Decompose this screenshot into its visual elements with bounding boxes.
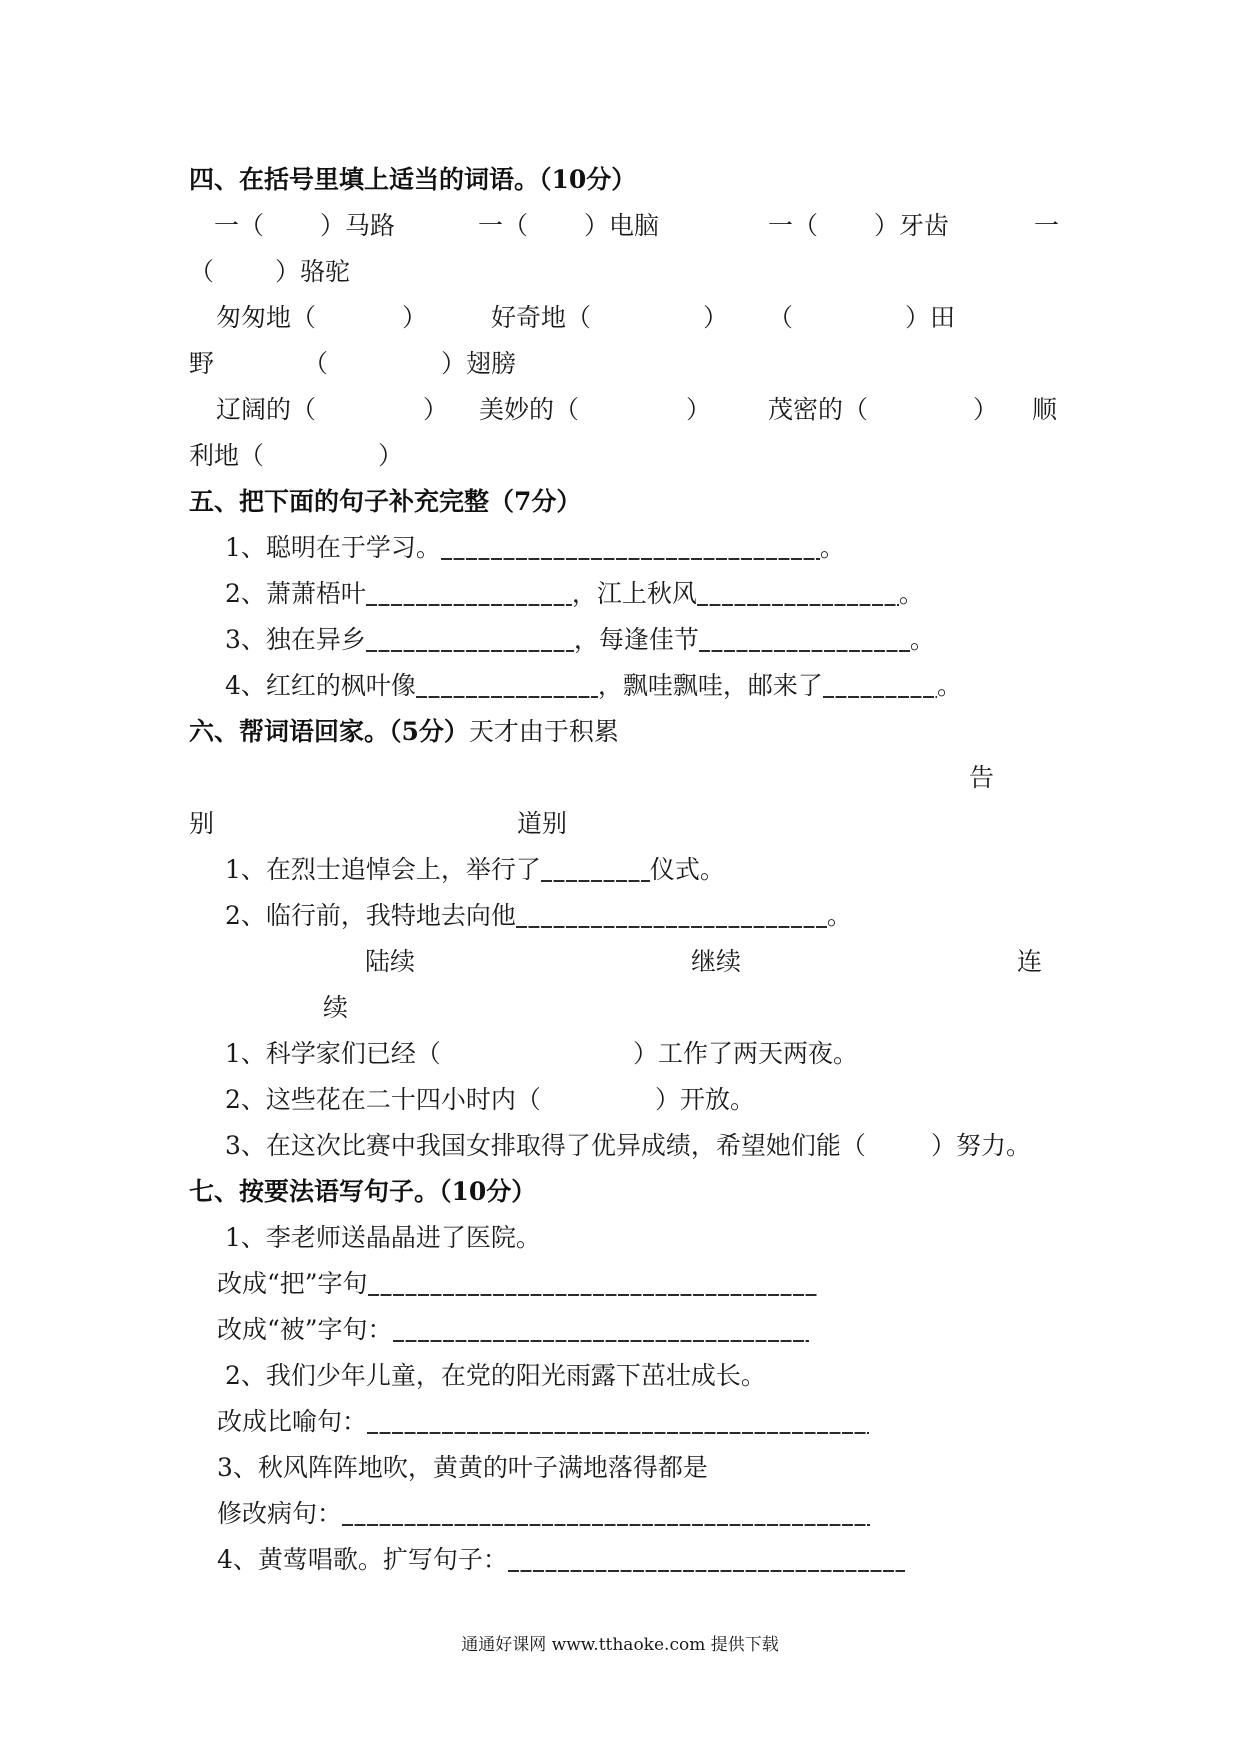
word-choice: 道别 bbox=[517, 809, 568, 838]
word-choice: 别 bbox=[189, 809, 215, 838]
word-choice: 继续 bbox=[691, 947, 742, 976]
sentence-item bbox=[225, 901, 852, 931]
question-text: ）努力。 bbox=[931, 1131, 1032, 1160]
answer-blank bbox=[342, 1524, 870, 1526]
fill-in-segment: ）马路 bbox=[320, 211, 396, 240]
rewrite-prompt bbox=[217, 1545, 905, 1575]
rewrite-prompt bbox=[217, 1499, 870, 1529]
question-text: ）工作了两天两夜。 bbox=[633, 1039, 859, 1068]
question-text: 2、临行前，我特地去向他 bbox=[225, 901, 516, 930]
fill-in-segment: 利地（ bbox=[189, 441, 265, 470]
question-text: 1、聪明在于学习。 bbox=[225, 533, 441, 562]
answer-blank bbox=[416, 696, 598, 698]
fill-in-segment: ）田 bbox=[905, 303, 956, 332]
question-text: 3、秋风阵阵地吹，黄黄的叶子满地落得都是 bbox=[217, 1453, 708, 1482]
sentence-item bbox=[225, 533, 845, 563]
sentence-item bbox=[225, 671, 962, 701]
fill-in-segment: ） bbox=[973, 395, 999, 424]
question-text: 。 bbox=[936, 671, 962, 700]
answer-blank bbox=[393, 1340, 809, 1342]
rewrite-prompt bbox=[217, 1407, 869, 1437]
question-text: 2、萧萧梧叶 bbox=[225, 579, 366, 608]
fill-in-segment: （ bbox=[189, 257, 215, 286]
question-text: 3、在这次比赛中我国女排取得了优异成绩，希望她们能（ bbox=[225, 1131, 866, 1160]
question-text: 4、黄莺唱歌。扩写句子： bbox=[217, 1545, 508, 1574]
question-text: ）开放。 bbox=[655, 1085, 756, 1114]
fill-in-segment: （ bbox=[303, 349, 329, 378]
fill-in-segment: 好奇地（ bbox=[491, 303, 592, 332]
section-6-heading-line bbox=[189, 717, 619, 747]
answer-blank bbox=[366, 604, 572, 606]
answer-blank bbox=[367, 1432, 869, 1434]
prompt-text: 修改病句： bbox=[217, 1499, 343, 1528]
fill-in-segment: ）翅膀 bbox=[441, 349, 517, 378]
fill-in-segment: ） bbox=[378, 441, 404, 470]
section-7-heading: 七、按要法语写句子。（10分） bbox=[189, 1177, 537, 1206]
sentence-item bbox=[225, 855, 725, 885]
rewrite-prompt bbox=[217, 1269, 818, 1299]
question-text: 。 bbox=[898, 579, 924, 608]
word-choice: 陆续 bbox=[365, 947, 416, 976]
sentence-item bbox=[225, 579, 924, 609]
fill-in-segment: 一（ bbox=[214, 211, 265, 240]
answer-blank bbox=[508, 1570, 905, 1572]
answer-blank bbox=[541, 880, 650, 882]
answer-blank bbox=[697, 604, 899, 606]
fill-in-segment: 辽阔的（ bbox=[216, 395, 317, 424]
section-6-heading: 六、帮词语回家。（5分） bbox=[189, 717, 469, 746]
fill-in-segment: ） bbox=[703, 303, 729, 332]
question-text: 1、李老师送晶晶进了医院。 bbox=[225, 1223, 541, 1252]
question-text: 3、独在异乡 bbox=[225, 625, 366, 654]
question-text: 2、这些花在二十四小时内（ bbox=[225, 1085, 541, 1114]
fill-in-segment: 一 bbox=[1034, 211, 1060, 240]
question-text: 1、科学家们已经（ bbox=[225, 1039, 441, 1068]
section-6-heading-tail: 天才由于积累 bbox=[468, 717, 619, 746]
prompt-text: 改成比喻句： bbox=[217, 1407, 368, 1436]
question-text: 4、红红的枫叶像 bbox=[225, 671, 416, 700]
fill-in-segment: 美妙的（ bbox=[479, 395, 580, 424]
fill-in-segment: 一（ bbox=[478, 211, 529, 240]
word-choice: 续 bbox=[323, 993, 349, 1022]
fill-in-segment: 茂密的（ bbox=[768, 395, 869, 424]
rewrite-prompt bbox=[217, 1315, 809, 1345]
section-5-heading: 五、把下面的句子补充完整（7分） bbox=[189, 487, 582, 516]
question-text: 1、在烈士追悼会上，举行了 bbox=[225, 855, 541, 884]
fill-in-segment: 匆匆地（ bbox=[216, 303, 317, 332]
question-text: 。 bbox=[826, 901, 852, 930]
fill-in-segment: ） bbox=[423, 395, 449, 424]
fill-in-segment: ）牙齿 bbox=[874, 211, 950, 240]
prompt-text: 改成“把”字句 bbox=[217, 1269, 368, 1298]
answer-blank bbox=[516, 926, 827, 928]
fill-in-segment: 野 bbox=[189, 349, 215, 378]
question-text: 仪式。 bbox=[649, 855, 725, 884]
fill-in-segment: ） bbox=[686, 395, 712, 424]
word-choice: 连 bbox=[1017, 947, 1043, 976]
answer-blank bbox=[366, 650, 574, 652]
answer-blank bbox=[441, 558, 820, 560]
fill-in-segment: ）电脑 bbox=[584, 211, 660, 240]
answer-blank bbox=[699, 650, 910, 652]
fill-in-segment: （ bbox=[768, 303, 794, 332]
question-text: ，飘哇飘哇，邮来了 bbox=[597, 671, 823, 700]
answer-blank bbox=[823, 696, 937, 698]
question-text: 2、我们少年儿童，在党的阳光雨露下茁壮成长。 bbox=[225, 1361, 766, 1390]
fill-in-segment: 一（ bbox=[768, 211, 819, 240]
question-text: 。 bbox=[819, 533, 845, 562]
word-choice: 告 bbox=[969, 763, 995, 792]
page-footer: 通通好课网 www.tthaoke.com 提供下载 bbox=[461, 1635, 779, 1655]
fill-in-segment: 顺 bbox=[1032, 395, 1058, 424]
sentence-item bbox=[225, 625, 935, 655]
question-text: ，每逢佳节 bbox=[573, 625, 699, 654]
fill-in-segment: ） bbox=[402, 303, 428, 332]
question-text: ，江上秋风 bbox=[571, 579, 697, 608]
question-text: 。 bbox=[909, 625, 935, 654]
section-4-heading: 四、在括号里填上适当的词语。（10分） bbox=[189, 165, 637, 194]
fill-in-segment: ）骆驼 bbox=[275, 257, 351, 286]
prompt-text: 改成“被”字句： bbox=[217, 1315, 393, 1344]
answer-blank bbox=[368, 1294, 818, 1296]
